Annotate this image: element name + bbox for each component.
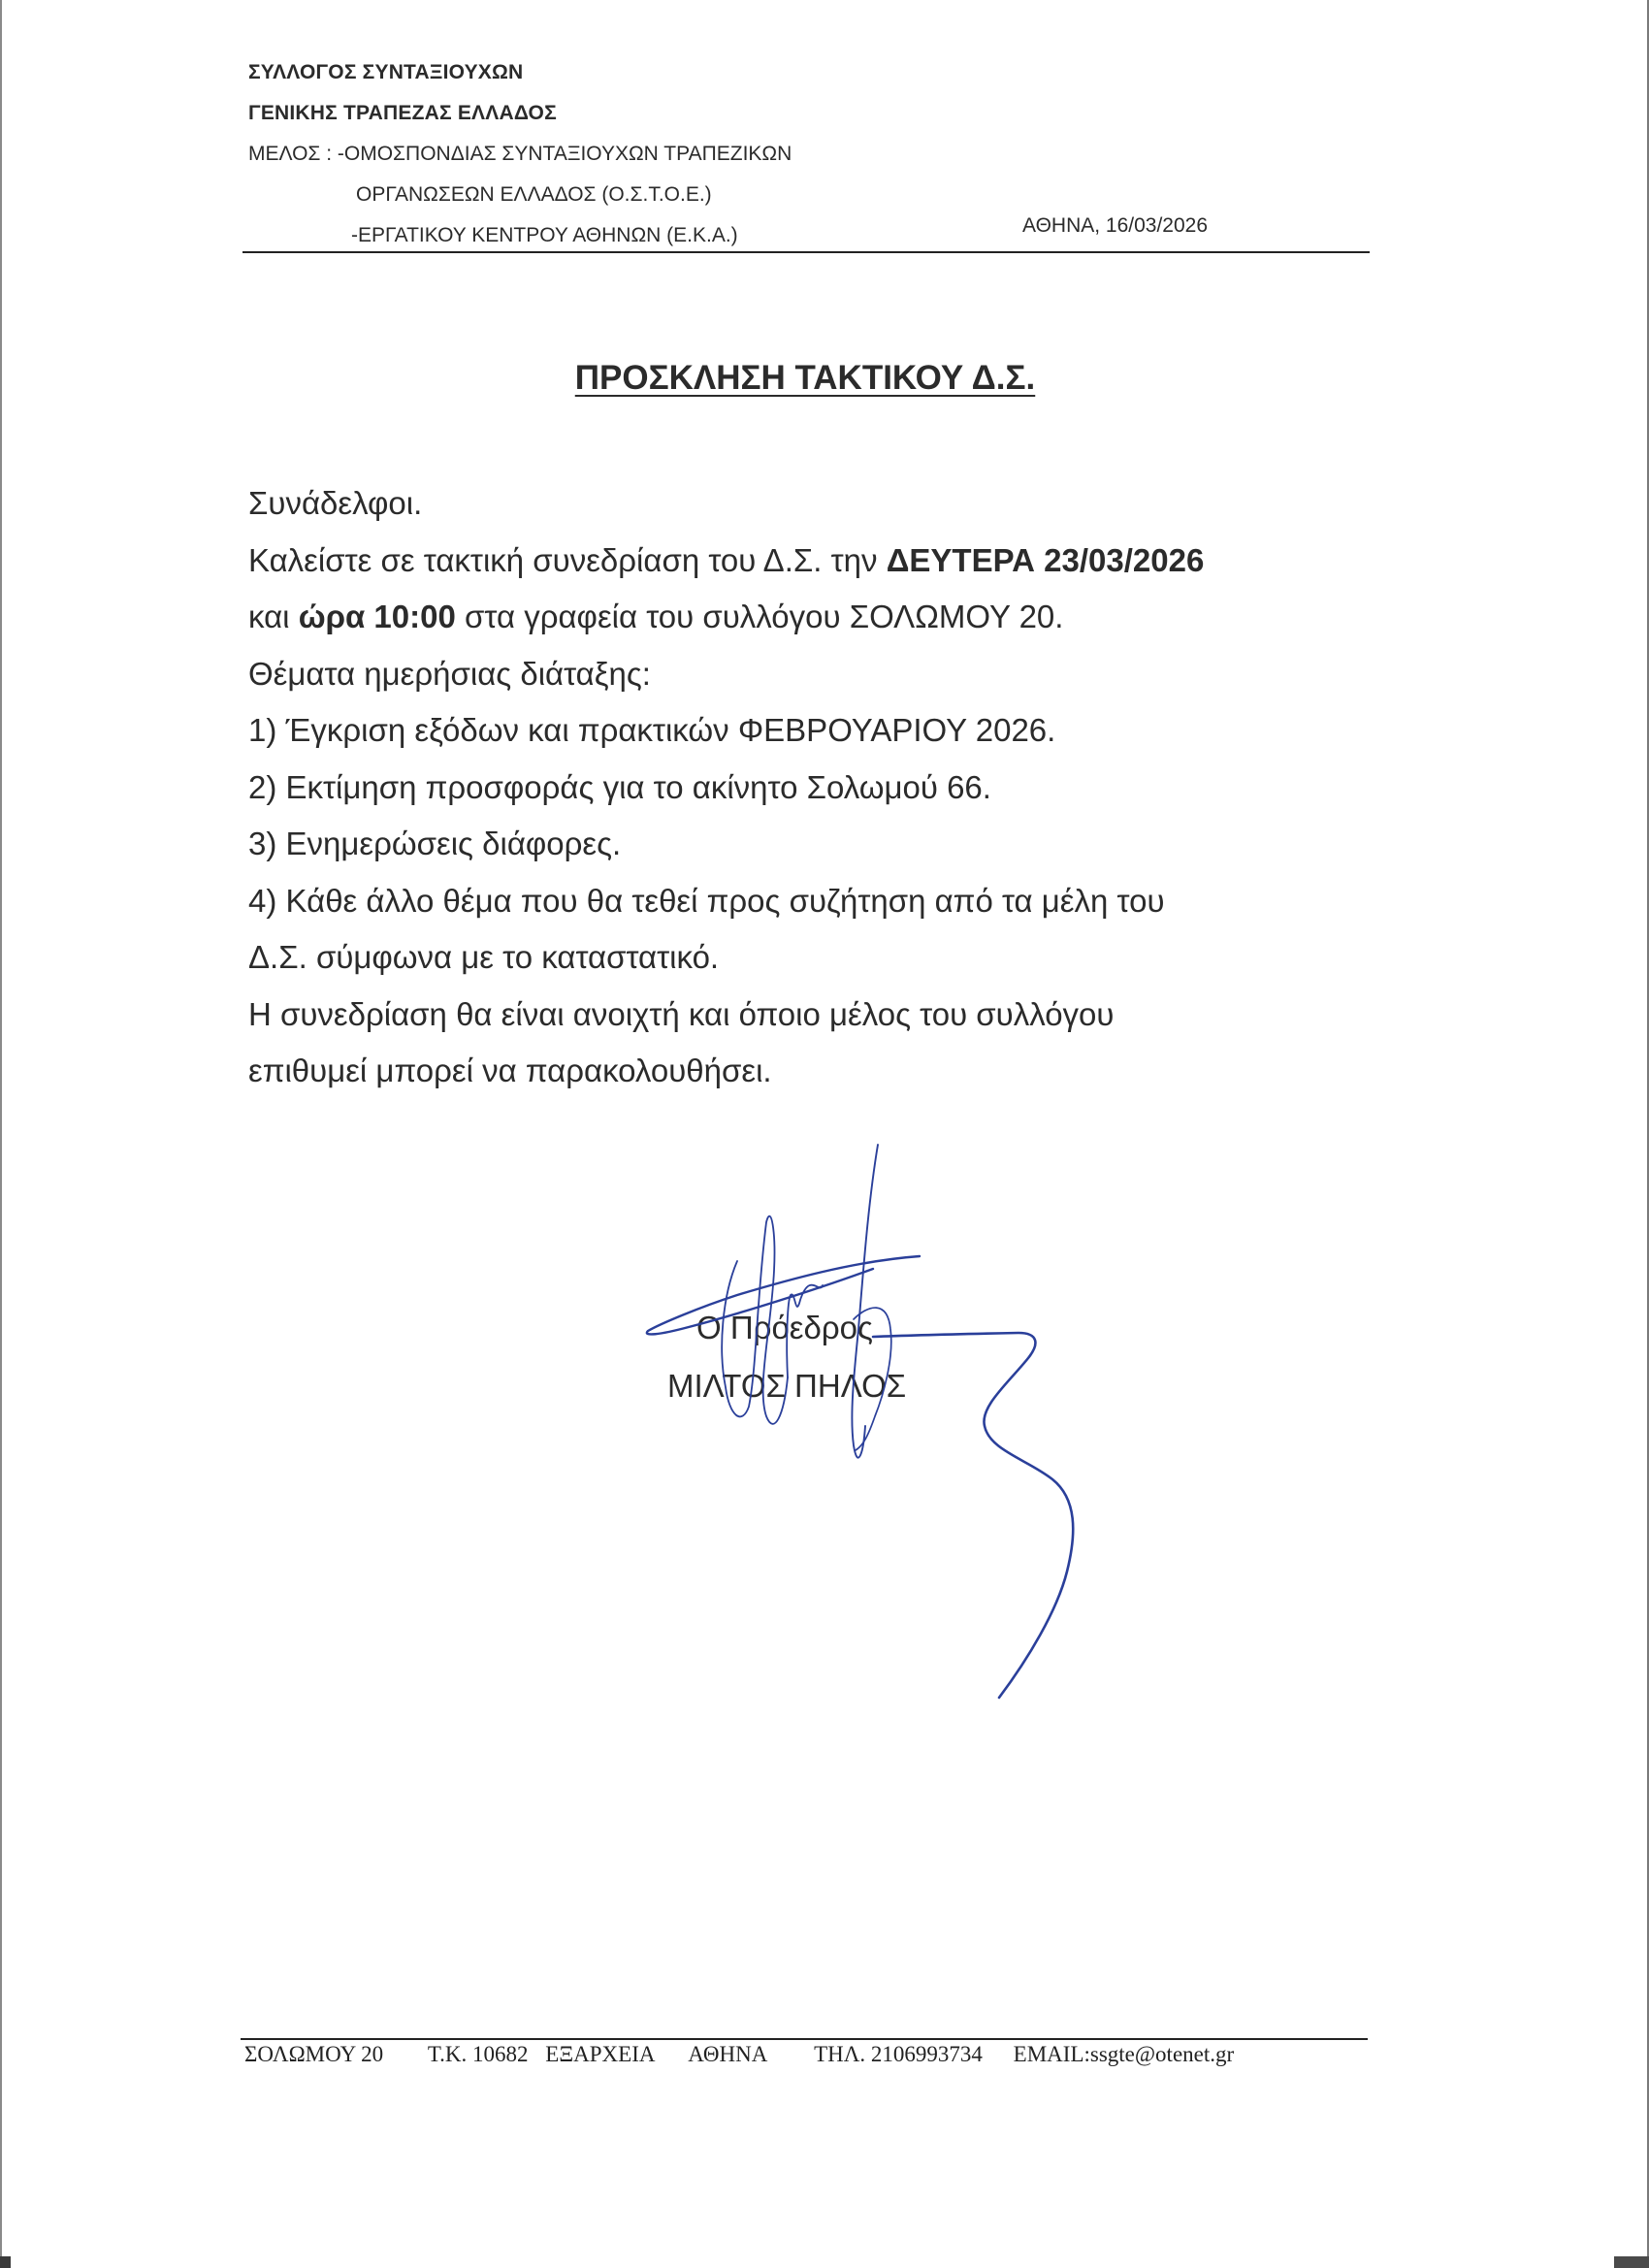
agenda-item: 3) Ενημερώσεις διάφορες. <box>248 826 622 861</box>
footer-address: ΣΟΛΩΜΟΥ 20 <box>244 2042 384 2066</box>
document-title-text: ΠΡΟΣΚΛΗΣΗ ΤΑΚΤΙΚΟΥ Δ.Σ. <box>574 359 1036 397</box>
invite-line <box>248 533 1204 590</box>
signatory-role: Ο Πρόεδρος <box>696 1310 873 1345</box>
scan-corner-artifact <box>0 2256 11 2268</box>
org-name-line1: ΣΥΛΛΟΓΟΣ ΣΥΝΤΑΞΙΟΥΧΩΝ <box>248 61 524 83</box>
footer-city: ΑΘΗΝΑ <box>688 2042 768 2066</box>
agenda-item: 1) Έγκριση εξόδων και πρακτικών ΦΕΒΡΟΥΑΡΙΟΥ 2026. <box>248 712 1056 748</box>
invite-text: Καλείστε σε τακτική συνεδρίαση του Δ.Σ. την <box>248 541 887 578</box>
signatory-name: ΜΙΛΤΟΣ ΠΗΛΟΣ <box>667 1368 907 1404</box>
document-title <box>0 359 1649 398</box>
letter-body <box>248 475 1204 1100</box>
letterhead <box>248 52 792 256</box>
footer-contact <box>244 2042 1234 2067</box>
time-prefix: και <box>248 599 299 634</box>
footer-district: ΕΞΑΡΧΕΙΑ <box>545 2042 656 2066</box>
scan-edge-left <box>0 0 2 2268</box>
member-line3: -ΕΡΓΑΤΙΚΟΥ ΚΕΝΤΡΟΥ ΑΘΗΝΩΝ (Ε.Κ.Α.) <box>351 224 738 246</box>
city-date: ΑΘΗΝΑ, 16/03/2026 <box>1022 214 1209 237</box>
agenda-item: 4) Κάθε άλλο θέμα που θα τεθεί προς συζήτηση από τα μέλη του <box>248 882 1165 919</box>
footer-phone: ΤΗΛ. 2106993734 <box>814 2042 983 2066</box>
time-line <box>248 589 1204 646</box>
org-name-line2: ΓΕΝΙΚΗΣ ΤΡΑΠΕΖΑΣ ΕΛΛΑΔΟΣ <box>248 102 557 124</box>
scan-corner-artifact <box>1614 2256 1649 2268</box>
meeting-time: ώρα 10:00 <box>298 599 456 634</box>
location-text: στα γραφεία του συλλόγου ΣΟΛΩΜΟΥ 20. <box>455 599 1064 634</box>
handwritten-signature <box>621 1125 1164 1824</box>
footer-divider <box>241 2038 1368 2040</box>
member-line2: ΟΡΓΑΝΩΣΕΩΝ ΕΛΛΑΔΟΣ (Ο.Σ.Τ.Ο.Ε.) <box>356 183 712 206</box>
meeting-date: ΔΕΥΤΕΡΑ 23/03/2026 <box>886 541 1205 578</box>
agenda-item-continuation: Δ.Σ. σύμφωνα με το καταστατικό. <box>248 939 720 975</box>
footer-email[interactable]: EMAIL:ssgte@otenet.gr <box>1013 2042 1235 2066</box>
greeting: Συνάδελφοι. <box>248 485 423 521</box>
closing-line: Η συνεδρίαση θα είναι ανοιχτή και όποιο μέλος του συλλόγου <box>248 995 1115 1032</box>
header-divider <box>242 251 1370 253</box>
agenda-item: 2) Εκτίμηση προσφοράς για το ακίνητο Σολωμού 66. <box>248 768 991 805</box>
agenda-heading: Θέματα ημερήσιας διάταξης: <box>248 655 651 692</box>
closing-line: επιθυμεί μπορεί να παρακολουθήσει. <box>248 1053 772 1088</box>
member-line1: ΜΕΛΟΣ : -ΟΜΟΣΠΟΝΔΙΑΣ ΣΥΝΤΑΞΙΟΥΧΩΝ ΤΡΑΠΕΖΙΚΩΝ <box>248 143 792 165</box>
signature-stroke <box>852 1145 878 1458</box>
footer-postal-code: Τ.Κ. 10682 <box>427 2042 529 2066</box>
